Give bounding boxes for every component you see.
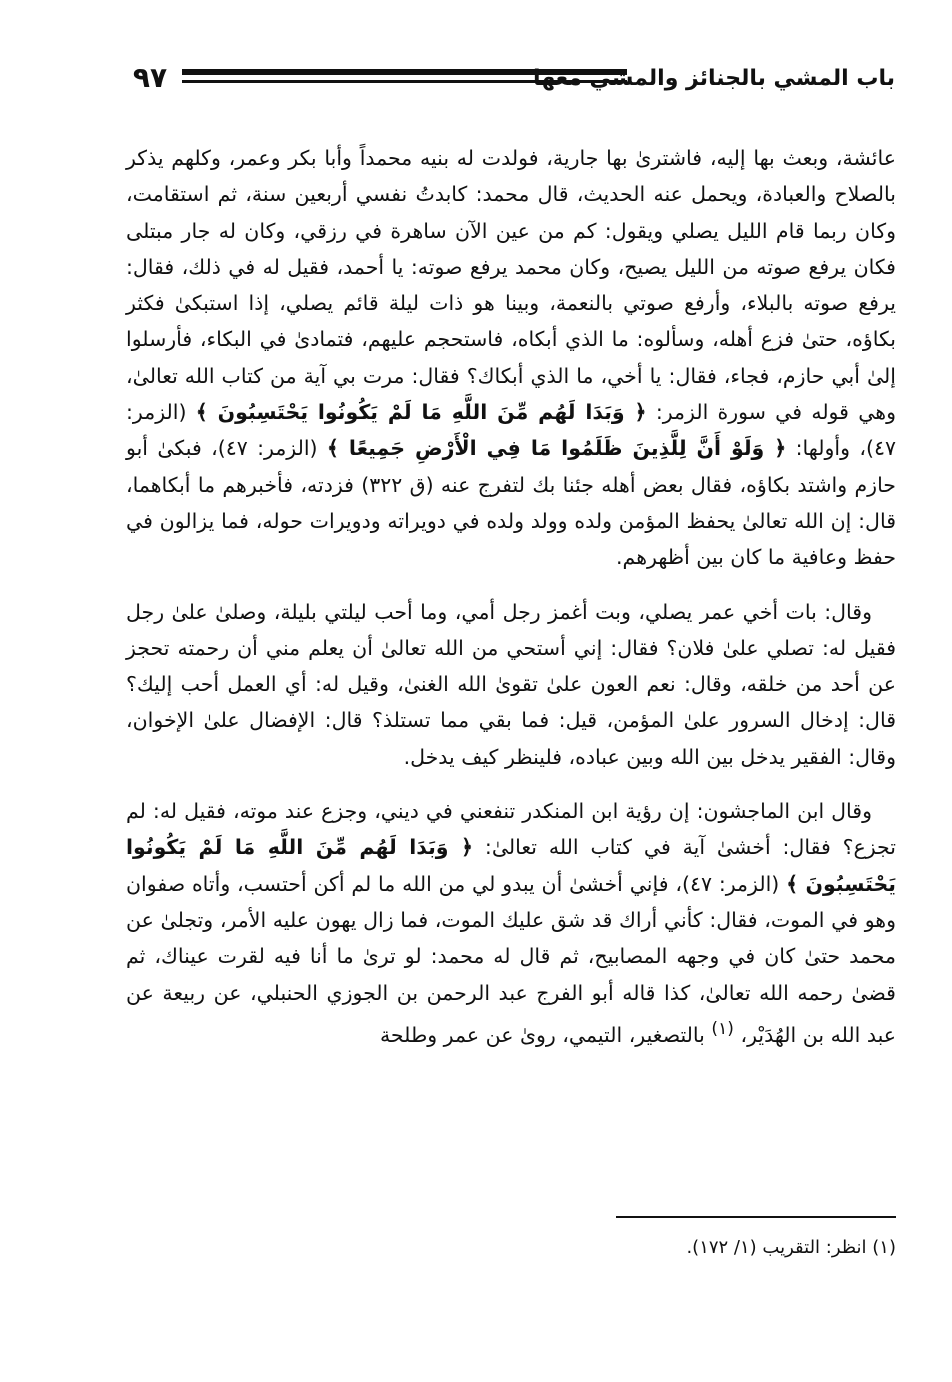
- paragraph-3-text-a: وقال ابن الماجشون: إن رؤية ابن المنكدر تنفعني في ديني، وجزع عند موته، فقيل له: لم تجزع؟ فقال: أخشىٰ آية في كتاب الله تعالىٰ:: [126, 799, 896, 860]
- footnote: (١) انظر: التقريب (١/ ١٧٢).: [686, 1237, 896, 1258]
- paragraph-3: [126, 793, 896, 1053]
- page-number: ٩٧: [132, 61, 168, 94]
- paragraph-1: [126, 140, 896, 576]
- footnote-divider: [616, 1216, 896, 1218]
- quran-quote: ﴿ وَبَدَا لَهُم مِّنَ اللَّهِ مَا لَمْ يَكُونُوا يَحْتَسِبُونَ ﴾: [126, 835, 896, 896]
- chapter-title: باب المشي بالجنائز والمشي معها: [533, 66, 895, 91]
- footnote-marker: (١): [711, 1018, 734, 1039]
- main-text: [126, 140, 896, 1053]
- quran-quote: ﴿ وَبَدَا لَهُم مِّنَ اللَّهِ مَا لَمْ يَكُونُوا يَحْتَسِبُونَ ﴾: [195, 400, 647, 425]
- paragraph-3-text-b: (الزمر: ٤٧)، فإني أخشىٰ أن يبدو لي من الله ما لم أكن أحتسب، وأتاه صفوان وهو في الموت، فقال: كأني أراك قد شق عليك الموت، فما زال يهون عليه الأمر، وتجلىٰ عن محمد حتىٰ كان في وجهه المصابيح، ثم قال له محمد: لو ترىٰ ما أنا فيه لقرت عيناك، ثم قضىٰ رحمه الله تعالىٰ، كذا قاله أبو الفرج عبد الرحمن بن الجوزي الحنبلي، عن ربيعة عن عبد الله بن الهُدَيْر،: [126, 871, 896, 1047]
- paragraph-2: وقال: بات أخي عمر يصلي، وبت أغمز رجل أمي، وما أحب ليلتي بليلة، وصلىٰ علىٰ رجل فقيل له: تصلي علىٰ فلان؟ فقال: إني أستحي من الله تعالىٰ أن يعلم مني أن رحمته تحجز عن أحد من خلقه، وقال: نعم العون علىٰ تقوىٰ الله الغنىٰ، وقيل له: أي العمل أحب إليك؟ قال: إدخال السرور علىٰ المؤمن، قيل: فما بقي مما تستلذ؟ قال: الإفضال علىٰ الإخوان، وقال: الفقير يدخل بين الله وبين عباده، فلينظر كيف يدخل.: [126, 599, 896, 769]
- paragraph-1-text-c: (الزمر: ٤٧)، فبكىٰ أبو حازم واشتد بكاؤه، فقال بعض أهله جئنا بك لتفرج عنه (ق ٣٢٢) فزدته، فأخبرهم ما أبكاهما، قال: إن الله تعالىٰ يحفظ المؤمن ولده وولد ولده في دويراته ودويرات حوله، فما يزالون في حفظ وعافية ما كان بين أظهرهم.: [126, 436, 896, 570]
- paragraph-3-text-c: بالتصغير، التيمي، روىٰ عن عمر وطلحة: [379, 1022, 705, 1047]
- paragraph-1-text-b: (الزمر: ٤٧)، وأولها:: [126, 400, 896, 461]
- quran-quote: ﴿ وَلَوْ أَنَّ لِلَّذِينَ ظَلَمُوا مَا فِي الْأَرْضِ جَمِيعًا ﴾: [326, 436, 787, 461]
- page-header: [125, 58, 895, 102]
- paragraph-1-text-a: عائشة، وبعث بها إليه، فاشترىٰ بها جارية، فولدت له بنيه محمداً وأبا بكر وعمر، وكلهم يذكر بالصلاح والعبادة، ويحمل عنه الحديث، قال محمد: كابدتُ نفسي أربعين سنة، ثم استقامت، وكان ربما قام الليل يصلي ويقول: كم من عين الآن ساهرة في رزقي، وكان له جار مبتلى فكان يرفع صوته من الليل يصيح، وكان محمد يرفع صوته: يا أحمد، فقيل له في ذلك، فقال: يرفع صوته بالبلاء، وأرفع صوتي بالنعمة، وبينا هو ذات ليلة قائم يصلي، إذا استبكىٰ فكثر بكاؤه، حتىٰ فزع أهله، وسألوه: ما الذي أبكاه، فاستحجم عليهم، فتمادىٰ في البكاء، فأرسلوا إلىٰ أبي حازم، فجاء، فقال: يا أخي، ما الذي أبكاك؟ فقال: مرت بي آية من كتاب الله تعالىٰ، وهي قوله في سورة الزمر:: [126, 146, 897, 425]
